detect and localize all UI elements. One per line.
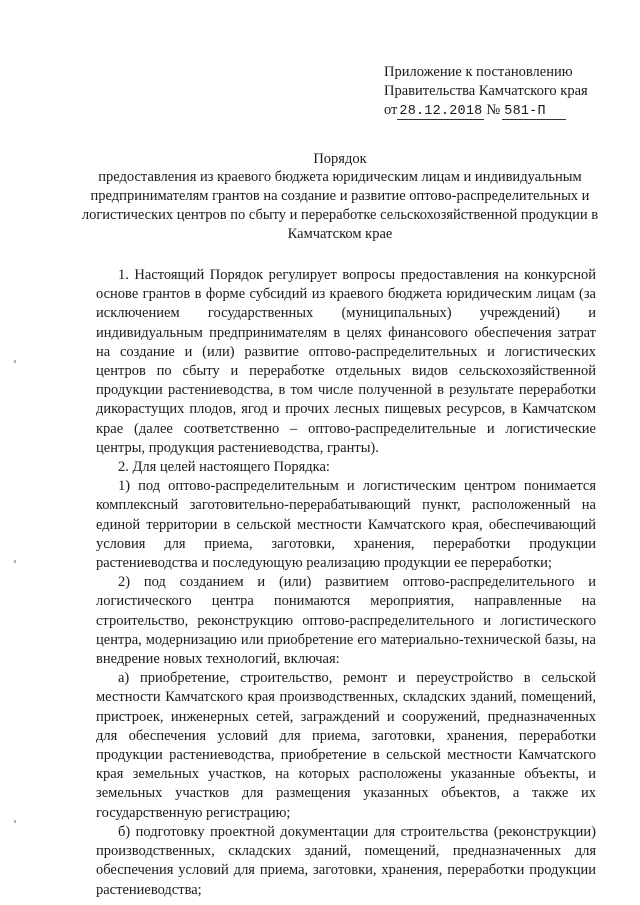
paragraph: б) подготовку проектной документации для строительства (реконструкции) производственных, складских зданий, помещений, предназначенных для обеспечения условий для приема, заготовки, хранения, переработки продукции растениеводства; — [96, 823, 596, 898]
paragraph: 1. Настоящий Порядок регулирует вопросы предоставления на конкурсной основе грантов в форме субсидий из краевого бюджета юридическим лицам (за исключением государственных (муниципальных) учреждений) и индивидуальным предпринимателям в целях финансового обеспечения затрат на создание и (или) развитие оптово-распределительных и логистических центров по сбыту и переработке отдельных видов сельскохозяйственной продукции растениеводства, в том числе полученной в результате переработки дикорастущих плодов, ягод и прочих лесных пищевых ресурсов, в Камчатском крае (далее соответственно – оптово-распределительные и логистические центры, продукция растениеводства, гранты). — [96, 267, 596, 456]
date-prefix: от — [384, 102, 398, 118]
document-body — [96, 266, 596, 900]
header-line-2: Правительства Камчатского края — [384, 83, 588, 99]
resolution-date: 28.12.2018 — [399, 104, 483, 119]
header-line-1: Приложение к постановлению — [384, 64, 573, 80]
scan-artifact — [14, 360, 16, 363]
document-subtitle: предоставления из краевого бюджета юридическим лицам и индивидуальным предпринимателям грантов на создание и развитие оптово-распределительных и логистических центров по сбыту и переработке сельскохозяйственной продукции в Камчатском крае — [81, 169, 599, 242]
approval-header — [384, 63, 624, 121]
paragraph: 1) под оптово-распределительным и логистическим центром понимается комплексный заготовительно-перерабатывающий пункт, расположенный на единой территории в сельской местности Камчатского края, обеспечивающий условия для приема, заготовки, хранения, переработки продукции растениеводства и последующую реализацию продукции ее переработки; — [96, 478, 596, 572]
header-date-line — [384, 101, 624, 121]
scan-artifact — [14, 820, 16, 823]
document-title: Порядок — [313, 151, 367, 167]
resolution-number: 581-П — [502, 104, 566, 120]
paragraph: 2) под созданием и (или) развитием оптово-распределительного и логистического центра понимаются мероприятия, направленные на строительство, реконструкцию оптово-распределительного и логистического центра, модернизацию или приобретение его материально-технической базы, на внедрение новых технологий, включая: — [96, 574, 596, 668]
scan-artifact — [14, 560, 16, 563]
paragraph: 2. Для целей настоящего Порядка: — [118, 459, 330, 476]
paragraph: а) приобретение, строительство, ремонт и переустройство в сельской местности Камчатского края производственных, складских зданий, помещений, пристроек, инженерных сетей, заграждений и сооружений, предназначенных для обеспечения условий для приема, заготовки, хранения, переработки продукции растениеводства, приобретение в сельской местности Камчатского края земельных участков, на которых расположены указанные объекты, и земельных участков для размещения указанных объектов, а также их государственную регистрацию; — [96, 670, 596, 821]
number-sign: № — [486, 102, 501, 118]
